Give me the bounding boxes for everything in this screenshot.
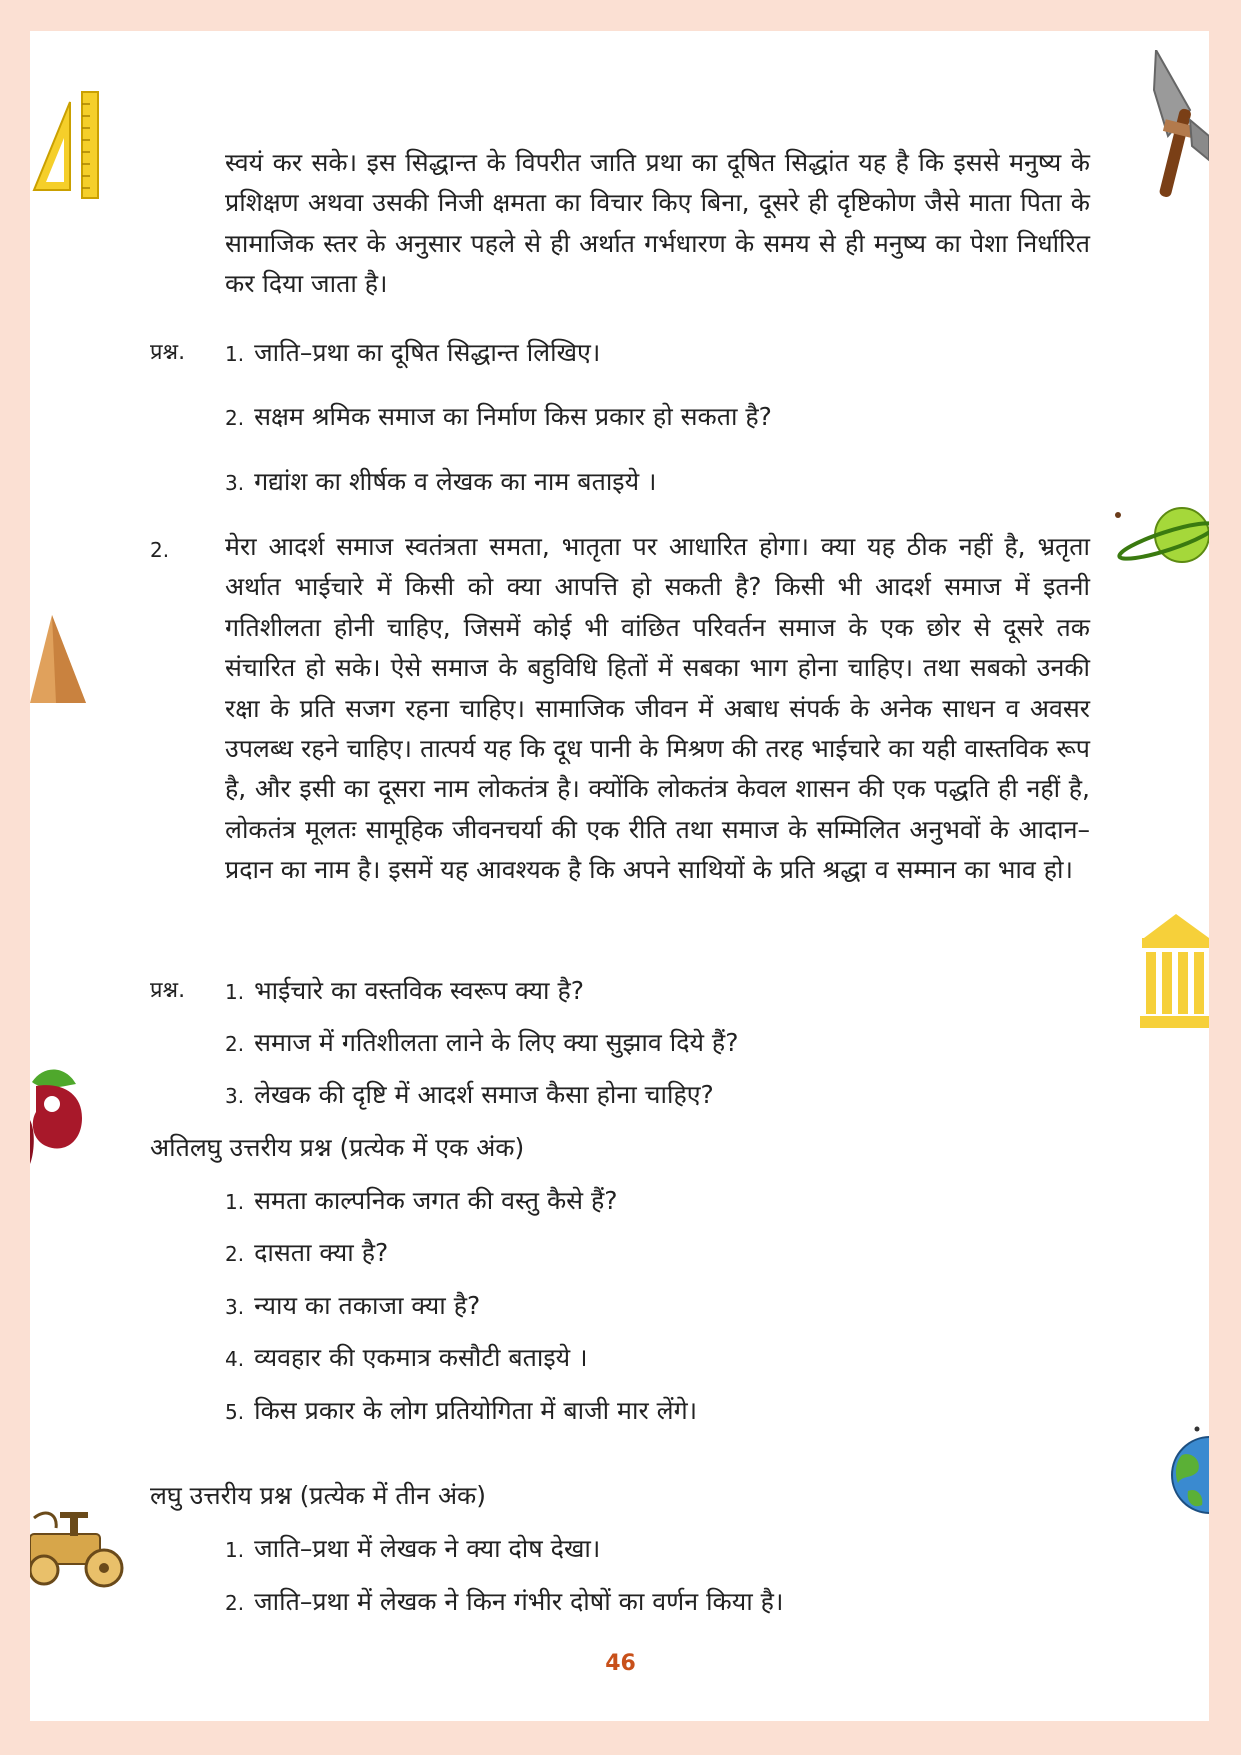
very-short-question-4: 4. व्यवहार की एकमात्र कसौटी बताइये । <box>225 1343 588 1372</box>
short-question-2: 2. जाति–प्रथा में लेखक ने किन गंभीर दोषों का वर्णन किया है। <box>225 1587 784 1616</box>
ruler-triangle-icon <box>30 90 102 202</box>
passage-1-continuation: स्वयं कर सके। इस सिद्धान्त के विपरीत जाति प्रथा का दूषित सिद्धांत यह है कि इससे मनुष्य के प्रशिक्षण अथवा उसकी निजी क्षमता का विचार किए बिना, दूसरे ही दृष्टिकोण जैसे माता पिता के सामाजिक स्तर के अनुसार पहले से ही अर्थात गर्भधारण के समय से ही मनुष्य का पेशा निर्धारित कर दिया जाता है। <box>225 148 1090 299</box>
question-1-1: 1. जाति–प्रथा का दूषित सिद्धान्त लिखिए। <box>225 338 601 367</box>
cart-icon <box>30 1508 125 1588</box>
page-number: 46 <box>605 1651 636 1676</box>
globe-icon <box>1168 1425 1209 1515</box>
question-1-3: 3. गद्यांश का शीर्षक व लेखक का नाम बताइये । <box>225 467 657 496</box>
fruit-icon <box>30 1062 85 1167</box>
question-label-2: प्रश्न. <box>150 978 186 1003</box>
question-1-2: 2. सक्षम श्रमिक समाज का निर्माण किस प्रकार हो सकता है? <box>225 402 772 431</box>
very-short-question-1: 1. समता काल्पनिक जगत की वस्तु कैसे हैं? <box>225 1186 618 1215</box>
short-question-1: 1. जाति–प्रथा में लेखक ने क्या दोष देखा। <box>225 1534 601 1563</box>
planet-icon <box>1112 505 1209 569</box>
passage-2: मेरा आदर्श समाज स्वतंत्रता समता, भातृता पर आधारित होगा। क्या यह ठीक नहीं है, भ्रतृता अर्थात भाईचारे में किसी को क्या आपत्ति हो सकती है? किसी भी आदर्श समाज में इतनी गतिशीलता होनी चाहिए, जिसमें कोई भी वांछित परिवर्तन समाज के एक छोर से दूसरे तक संचारित हो सके। ऐसे समाज के बहुविधि हितों में सबका भाग होना चाहिए। तथा सबको उनकी रक्षा के प्रति सजग रहना चाहिए। सामाजिक जीवन में अबाध संपर्क के अनेक साधन व अवसर उपलब्ध रहने चाहिए। तात्पर्य यह कि दूध पानी के मिश्रण की तरह भाईचारे का यही वास्तविक रूप है, और इसी का दूसरा नाम लोकतंत्र है। क्योंकि लोकतंत्र केवल शासन की एक पद्धति ही नहीं है, लोकतंत्र मूलतः सामूहिक जीवनचर्या की एक रीति तथा समाज के सम्मिलित अनुभवों के आदान–प्रदान का नाम है। इसमें यह आवश्यक है कि अपने साथियों के प्रति श्रद्धा व सम्मान का भाव हो। <box>225 532 1090 885</box>
greek-temple-icon <box>1140 912 1209 1030</box>
very-short-question-3: 3. न्याय का तकाजा क्या है? <box>225 1291 481 1320</box>
question-label-1: प्रश्न. <box>150 340 186 365</box>
stone-axe-icon <box>1150 50 1209 200</box>
very-short-question-5: 5. किस प्रकार के लोग प्रतियोगिता में बाजी मार लेंगे। <box>225 1396 698 1425</box>
short-heading: लघु उत्तरीय प्रश्न (प्रत्येक में तीन अंक) <box>150 1481 487 1510</box>
question-2-3: 3. लेखक की दृष्टि में आदर्श समाज कैसा होना चाहिए? <box>225 1080 714 1109</box>
question-2-2: 2. समाज में गतिशीलता लाने के लिए क्या सुझाव दिये हैं? <box>225 1028 739 1057</box>
question-2-1: 1. भाईचारे का वस्तविक स्वरूप क्या है? <box>225 976 584 1005</box>
pyramid-icon <box>30 615 86 705</box>
very-short-question-2: 2. दासता क्या है? <box>225 1238 389 1267</box>
passage-2-number: 2. <box>150 538 170 562</box>
very-short-heading: अतिलघु उत्तरीय प्रश्न (प्रत्येक में एक अंक) <box>150 1133 525 1162</box>
